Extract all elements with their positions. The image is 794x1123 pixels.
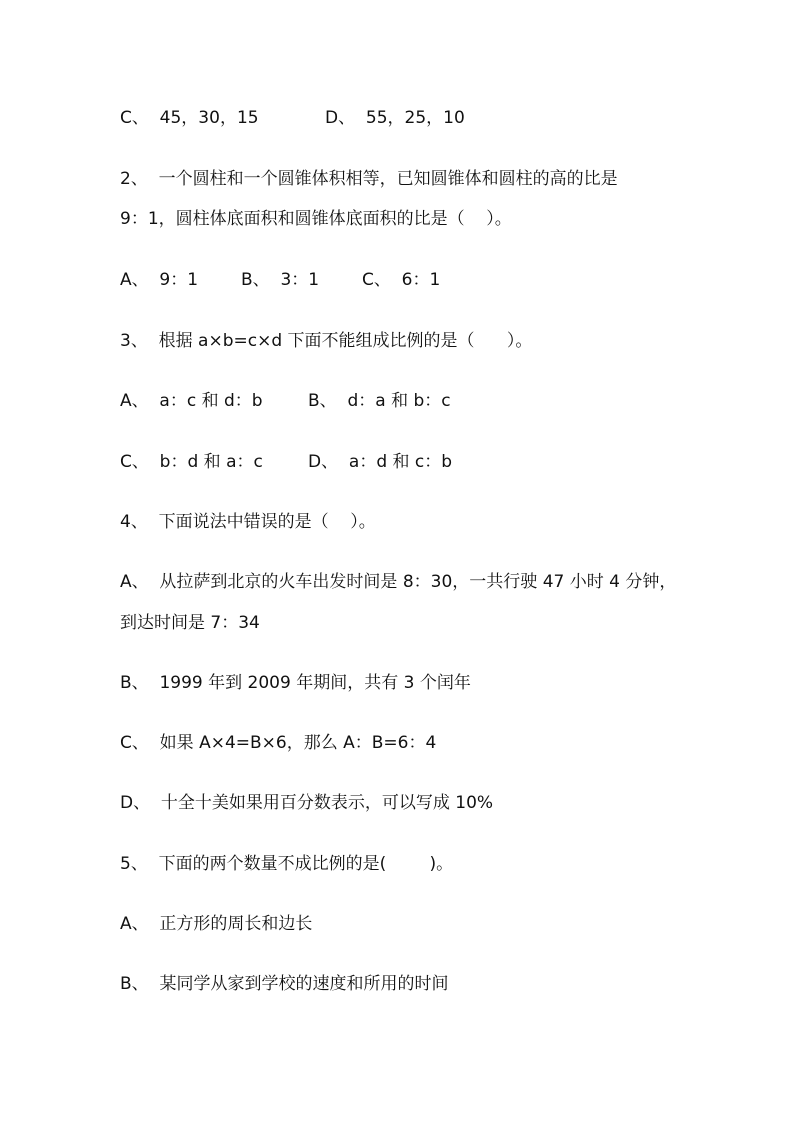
q4-stem: 4、 下面说法中错误的是（ ）。 — [120, 512, 376, 532]
q2-option-b: B、 3：1 — [241, 270, 320, 290]
q2-option-c: C、 6：1 — [362, 270, 441, 290]
q5-option-a: A、 正方形的周长和边长 — [120, 914, 313, 934]
q4-option-a-line2: 到达时间是 7：34 — [120, 613, 260, 633]
q1-option-d: D、 55，25，10 — [325, 108, 465, 128]
q3-option-d: D、 a：d 和 c：b — [308, 452, 453, 472]
q5-option-b: B、 某同学从家到学校的速度和所用的时间 — [120, 974, 449, 994]
q1-option-c: C、 45，30，15 — [120, 108, 259, 128]
q5-stem: 5、 下面的两个数量不成比例的是( )。 — [120, 854, 454, 874]
q3-options-row-2 — [120, 451, 720, 473]
q4-option-a-line1: A、 从拉萨到北京的火车出发时间是 8：30，一共行驶 47 小时 4 分钟， — [120, 572, 677, 592]
q2-option-a: A、 9：1 — [120, 270, 199, 290]
q1-options-row — [120, 107, 720, 129]
q3-option-a: A、 a：c 和 d：b — [120, 391, 263, 411]
q4-option-c: C、 如果 A×4=B×6，那么 A：B=6：4 — [120, 733, 437, 753]
q3-options-row-1 — [120, 390, 720, 412]
q2-stem-line2: 9：1，圆柱体底面积和圆锥体底面积的比是（ ）。 — [120, 209, 512, 229]
q4-option-b: B、 1999 年到 2009 年期间，共有 3 个闰年 — [120, 673, 471, 693]
q3-stem: 3、 根据 a×b=c×d 下面不能组成比例的是（ ）。 — [120, 331, 533, 351]
q2-options-row — [120, 269, 720, 291]
q3-option-b: B、 d：a 和 b：c — [308, 391, 451, 411]
q4-option-d: D、 十全十美如果用百分数表示，可以写成 10% — [120, 793, 494, 813]
q2-stem-line1: 2、 一个圆柱和一个圆锥体积相等，已知圆锥体和圆柱的高的比是 — [120, 169, 618, 189]
q3-option-c: C、 b：d 和 a：c — [120, 452, 263, 472]
